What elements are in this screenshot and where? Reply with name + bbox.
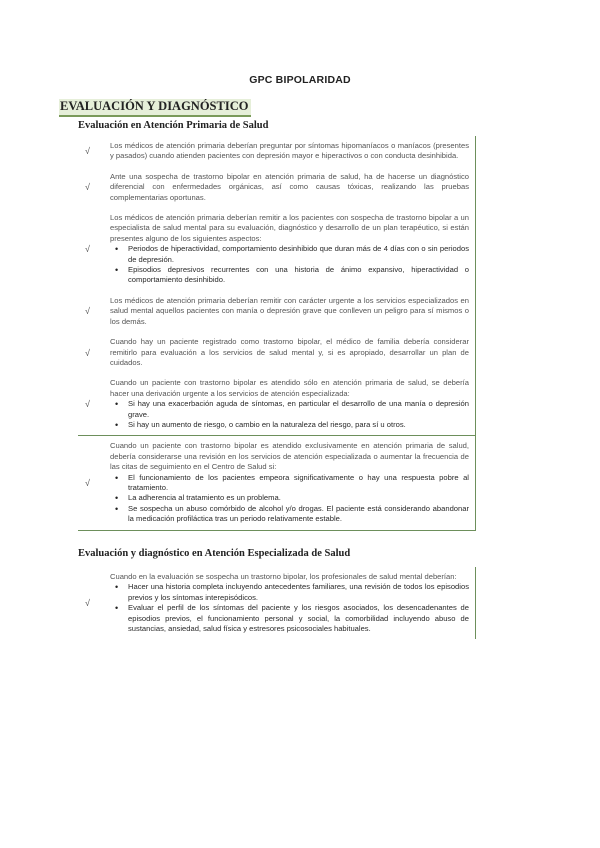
bullet-item: • Episodios depresivos recurrentes con una historia de ánimo expansivo, hiperactividad o comportamiento desinhibido. [128,265,469,286]
bullet-item: • El funcionamiento de los pacientes empeora significativamente o hay una respuesta pobre al tratamiento. [128,473,469,494]
specialized-care-table [78,567,476,639]
specialized-care-heading: Evaluación y diagnóstico en Atención Especializada de Salud [78,548,351,559]
bullet-item: • Evaluar el perfil de los síntomas del paciente y los riesgos asociados, los desencadenantes de episodios previos, el funcionamiento personal y social, la comorbilidad incluyendo abuso de sustancias, ansiedad, salud física y estresores psicosociales habituales. [128,603,469,634]
recommendation-text: Los médicos de atención primaria deberían remitir a los pacientes con sospecha de trastorno bipolar a un especialista de salud mental para su evaluación, diagnóstico y desarrollo de un plan terapéutico, si están presentes alguno de los siguientes aspectos: [110,213,469,243]
bullet-list [110,244,469,286]
recommendation-text: Cuando un paciente con trastorno bipolar es atendido sólo en atención primaria de salud, se debería hacer una derivación urgente a los servicios de atención especializada: [110,378,469,398]
bullet-item: • Si hay un aumento de riesgo, o cambio en la naturaleza del riesgo, para sí u otros. [128,420,469,430]
recommendation-text: Cuando hay un paciente registrado como trastorno bipolar, el médico de familia debería considerar remitirlo para evaluación a los servicios de salud mental y, si es apropiado, desarrollar un plan de cuidados. [110,337,469,367]
bullet-item: • Periodos de hiperactividad, comportamiento desinhibido que duran más de 4 días con o sin periodos de depresión. [128,244,469,265]
primary-care-table [78,136,476,531]
grade-check: √ [85,598,90,609]
bullet-item: • La adherencia al tratamiento es un problema. [128,493,469,503]
bullet-item: • Hacer una historia completa incluyendo antecedentes familiares, una revisión de todos los episodios previos y los síntomas interepisódicos. [128,582,469,603]
recommendation-row [78,332,475,373]
bullet-list [110,399,469,430]
primary-care-heading: Evaluación en Atención Primaria de Salud [78,120,269,131]
recommendation-row [78,567,475,639]
recommendation-row [78,208,475,291]
grade-check: √ [85,244,90,255]
recommendation-text: Cuando en la evaluación se sospecha un trastorno bipolar, los profesionales de salud mental deberían: [110,572,457,581]
recommendation-text: Los médicos de atención primaria deberían remitir con carácter urgente a los servicios especializados en salud mental aquellos pacientes con manía o depresión grave que conlleven un peligro para sí mismos o los demás. [110,295,469,326]
grade-check: √ [85,477,90,488]
bullet-list [110,473,469,525]
bullet-item: • Se sospecha un abuso comórbido de alcohol y/o drogas. El paciente está considerando abandonar la medicación profiláctica tras un periodo relativamente estable. [128,504,469,525]
bullet-item: • Si hay una exacerbación aguda de síntomas, en particular el desarrollo de una manía o depresión grave. [128,399,469,420]
grade-check: √ [85,182,90,193]
recommendation-row [78,436,475,529]
bullet-list [110,582,469,634]
recommendation-row [78,136,475,167]
recommendation-row [78,167,475,208]
recommendation-row [78,291,475,332]
recommendation-text: Los médicos de atención primaria deberían preguntar por síntomas hipomaníacos o maníacos (presentes y pasados) cuando atienden pacientes con depresión mayor e hiperactivos o con conducta desinhibida. [110,141,469,161]
recommendation-row [78,373,475,436]
recommendation-text: Ante una sospecha de trastorno bipolar en atención primaria de salud, ha de hacerse un diagnóstico diferencial con enfermedades orgánicas, así como causas tóxicas, realizando las pruebas complementarias oportunas. [110,171,469,202]
grade-check: √ [85,347,90,358]
grade-check: √ [85,306,90,317]
grade-check: √ [85,399,90,410]
section-heading: EVALUACIÓN Y DIAGNÓSTICO [59,99,251,117]
grade-check: √ [85,146,90,157]
document-title: GPC BIPOLARIDAD [249,74,351,86]
recommendation-text: Cuando un paciente con trastorno bipolar es atendido exclusivamente en atención primaria de salud, debería considerarse una revisión en los servicios de atención especializada o aumentar la frecuencia de las citas de seguimiento en el Centro de Salud si: [110,441,469,472]
